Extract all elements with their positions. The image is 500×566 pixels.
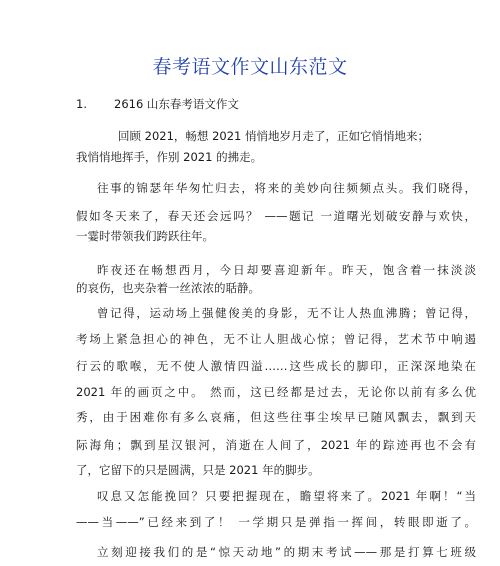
- paragraph-line: 我悄悄地挥手，作别 2021 的拂走。: [76, 150, 263, 164]
- paragraph-line: 叹息又怎能挽回？只要把握现在，瞻望将来了。2021 年啊！“当: [97, 489, 476, 503]
- section-title: 2616 山东春考语文作文: [114, 97, 239, 111]
- paragraph-line: 行云的歌喉，无不使人激情四溢……这些成长的脚印，正深深地染在: [76, 359, 476, 373]
- paragraph-line: 秀，由于困难你有多么哀痛，但这些往事尘埃早已随风飘去，飘到天: [76, 410, 476, 424]
- paragraph-line: 回顾 2021，畅想 2021 悄悄地岁月走了，正如它悄悄地来；: [118, 129, 429, 143]
- paragraph-line: 往事的锦瑟年华匆忙归去，将来的美妙向往频频点头。我们晓得，: [97, 181, 476, 195]
- document-title: 春考语文作文山东范文: [152, 56, 348, 78]
- section-number: 1.: [76, 97, 87, 111]
- section-heading: [76, 96, 239, 112]
- paragraph-line: 际海角；飘到星汉银河，消逝在人间了，2021 年的踪迹再也不会有: [76, 438, 476, 452]
- paragraph-line: 考场上紧急担心的神色，无不让人胆战心惊；曾记得，艺术节中响遏: [76, 332, 476, 346]
- paragraph-line: 一霎时带领我们跨跃往年。: [76, 229, 214, 243]
- paragraph-line: 了，它留下的只是圆满，只是 2021 年的脚步。: [76, 463, 320, 477]
- paragraph-line: 2021 年的画页之中。 然而，这已经都是过去，无论你以前有多么优: [76, 385, 476, 399]
- paragraph-line: 立刻迎接我们的是“惊天动地”的期末考试——那是打算七班级: [97, 545, 476, 559]
- paragraph-line: ——当——”已经来到了！ 一学期只是弹指一挥间，转眼即逝了。: [76, 515, 476, 529]
- paragraph-line: 假如冬天来了，春天还会远吗？ ——题记 一道曙光划破安静与欢快，: [76, 209, 476, 223]
- paragraph-line: 的哀伤，也夹杂着一丝浓浓的聒静。: [76, 281, 260, 295]
- paragraph-line: 曾记得，运动场上强健俊美的身影，无不让人热血沸腾；曾记得，: [97, 306, 476, 320]
- paragraph-line: 昨夜还在畅想西月，今日却要喜迎新年。昨天，饱含着一抹淡淡: [97, 263, 476, 277]
